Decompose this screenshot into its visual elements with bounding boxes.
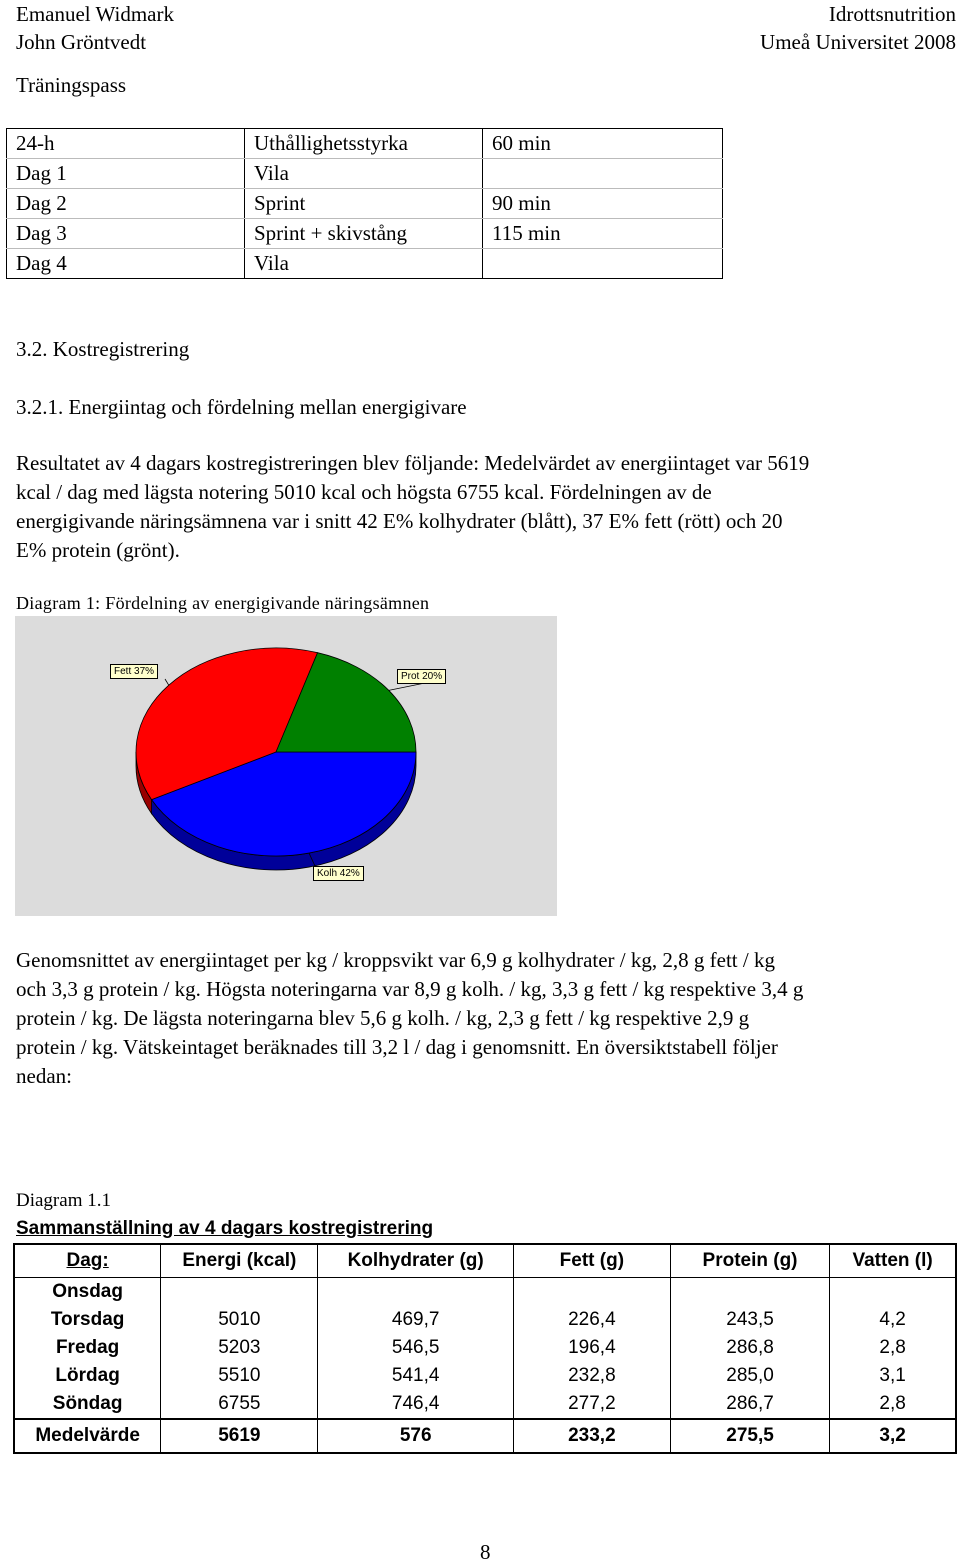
summary-value-cell: 4,2 — [830, 1306, 956, 1334]
summary-average-row — [14, 1419, 956, 1453]
schedule-activity: Vila — [245, 159, 483, 189]
summary-average-cell: 5619 — [161, 1419, 318, 1453]
paragraph-per-kg — [16, 946, 956, 1091]
schedule-day: Dag 1 — [7, 159, 245, 189]
summary-value-cell: 2,8 — [830, 1390, 956, 1419]
schedule-row — [7, 249, 723, 279]
summary-row — [14, 1362, 956, 1390]
summary-value-cell — [318, 1278, 513, 1307]
summary-value-cell: 196,4 — [513, 1334, 670, 1362]
summary-value-cell: 286,8 — [670, 1334, 829, 1362]
summary-value-cell: 6755 — [161, 1390, 318, 1419]
page-number: 8 — [480, 1540, 491, 1564]
summary-row — [14, 1306, 956, 1334]
summary-average-cell: 233,2 — [513, 1419, 670, 1453]
schedule-activity: Vila — [245, 249, 483, 279]
summary-average-cell: 275,5 — [670, 1419, 829, 1453]
schedule-activity: Sprint — [245, 189, 483, 219]
summary-value-cell — [161, 1278, 318, 1307]
paragraph-energy-intake — [16, 449, 956, 565]
paragraph-line: kcal / dag med lägsta notering 5010 kcal och högsta 6755 kcal. Fördelningen av de — [16, 480, 712, 504]
summary-value-cell: 5010 — [161, 1306, 318, 1334]
summary-title: Sammanställning av 4 dagars kostregistrering — [16, 1218, 434, 1239]
schedule-day: 24-h — [7, 129, 245, 159]
summary-header-cell: Fett (g) — [513, 1244, 670, 1278]
summary-value-cell — [513, 1278, 670, 1307]
schedule-duration: 115 min — [483, 219, 723, 249]
summary-value-cell: 746,4 — [318, 1390, 513, 1419]
schedule-day: Dag 4 — [7, 249, 245, 279]
summary-header-cell: Protein (g) — [670, 1244, 829, 1278]
schedule-row — [7, 129, 723, 159]
pie-leader-line — [389, 683, 425, 690]
university: Umeå Universitet 2008 — [760, 30, 956, 54]
paragraph-line: nedan: — [16, 1064, 72, 1088]
summary-value-cell: 243,5 — [670, 1306, 829, 1334]
diagram-1-1-caption: Diagram 1.1 — [16, 1190, 111, 1211]
summary-value-cell: 226,4 — [513, 1306, 670, 1334]
schedule-activity: Uthållighetsstyrka — [245, 129, 483, 159]
summary-average-cell: Medelvärde — [14, 1419, 161, 1453]
training-schedule-table — [6, 128, 723, 279]
pie-leader-line — [165, 679, 169, 685]
summary-day-cell: Söndag — [14, 1390, 161, 1419]
paragraph-line: protein / kg. Vätskeintaget beräknades till 3,2 l / dag i genomsnitt. En översiktstabell följer — [16, 1035, 778, 1059]
pie-chart-svg — [15, 616, 557, 916]
diagram-1-caption: Diagram 1: Fördelning av energigivande näringsämnen — [16, 593, 430, 613]
paragraph-line: energigivande näringsämnena var i snitt 42 E% kolhydrater (blått), 37 E% fett (rött) och 20 — [16, 509, 783, 533]
summary-value-cell: 5203 — [161, 1334, 318, 1362]
paragraph-line: Genomsnittet av energiintaget per kg / kroppsvikt var 6,9 g kolhydrater / kg, 2,8 g fett / kg — [16, 948, 775, 972]
summary-day-cell: Lördag — [14, 1362, 161, 1390]
summary-value-cell: 469,7 — [318, 1306, 513, 1334]
section-training-heading: Träningspass — [16, 73, 127, 97]
paragraph-line: E% protein (grönt). — [16, 538, 180, 562]
summary-header-row — [14, 1244, 956, 1278]
summary-header-cell: Energi (kcal) — [161, 1244, 318, 1278]
schedule-duration — [483, 249, 723, 279]
summary-value-cell: 5510 — [161, 1362, 318, 1390]
summary-day-cell: Onsdag — [14, 1278, 161, 1307]
summary-value-cell: 546,5 — [318, 1334, 513, 1362]
schedule-duration: 60 min — [483, 129, 723, 159]
schedule-day: Dag 2 — [7, 189, 245, 219]
summary-value-cell: 286,7 — [670, 1390, 829, 1419]
summary-value-cell: 232,8 — [513, 1362, 670, 1390]
summary-header-cell: Kolhydrater (g) — [318, 1244, 513, 1278]
schedule-row — [7, 189, 723, 219]
summary-value-cell — [670, 1278, 829, 1307]
label-prot: Prot 20% — [397, 669, 446, 684]
schedule-duration — [483, 159, 723, 189]
heading-3-2: 3.2. Kostregistrering — [16, 337, 190, 361]
course-name: Idrottsnutrition — [828, 2, 956, 26]
summary-value-cell: 277,2 — [513, 1390, 670, 1419]
schedule-row — [7, 159, 723, 189]
summary-average-cell: 576 — [318, 1419, 513, 1453]
summary-day-cell: Torsdag — [14, 1306, 161, 1334]
summary-value-cell: 541,4 — [318, 1362, 513, 1390]
summary-value-cell: 2,8 — [830, 1334, 956, 1362]
heading-3-2-1: 3.2.1. Energiintag och fördelning mellan energigivare — [16, 395, 467, 419]
summary-value-cell: 3,1 — [830, 1362, 956, 1390]
paragraph-line: protein / kg. De lägsta noteringarna blev 5,6 g kolh. / kg, 2,3 g fett / kg respektive 2,9 g — [16, 1006, 750, 1030]
schedule-row — [7, 219, 723, 249]
summary-value-cell: 285,0 — [670, 1362, 829, 1390]
label-kolh: Kolh 42% — [313, 866, 364, 881]
summary-row — [14, 1278, 956, 1307]
summary-value-cell — [830, 1278, 956, 1307]
paragraph-line: och 3,3 g protein / kg. Högsta noteringarna var 8,9 g kolh. / kg, 3,3 g fett / kg respektive 3,4 g — [16, 977, 804, 1001]
pie-chart — [15, 616, 557, 916]
author-1: Emanuel Widmark — [16, 2, 174, 26]
label-fett: Fett 37% — [110, 664, 158, 679]
schedule-day: Dag 3 — [7, 219, 245, 249]
author-2: John Gröntvedt — [16, 30, 147, 54]
schedule-duration: 90 min — [483, 189, 723, 219]
summary-header-cell: Vatten (l) — [830, 1244, 956, 1278]
summary-row — [14, 1334, 956, 1362]
summary-row — [14, 1390, 956, 1419]
paragraph-line: Resultatet av 4 dagars kostregistreringen blev följande: Medelvärdet av energiintaget var 5619 — [16, 451, 810, 475]
summary-average-cell: 3,2 — [830, 1419, 956, 1453]
summary-header-cell: Dag: — [14, 1244, 161, 1278]
summary-day-cell: Fredag — [14, 1334, 161, 1362]
summary-table — [13, 1243, 957, 1454]
schedule-activity: Sprint + skivstång — [245, 219, 483, 249]
